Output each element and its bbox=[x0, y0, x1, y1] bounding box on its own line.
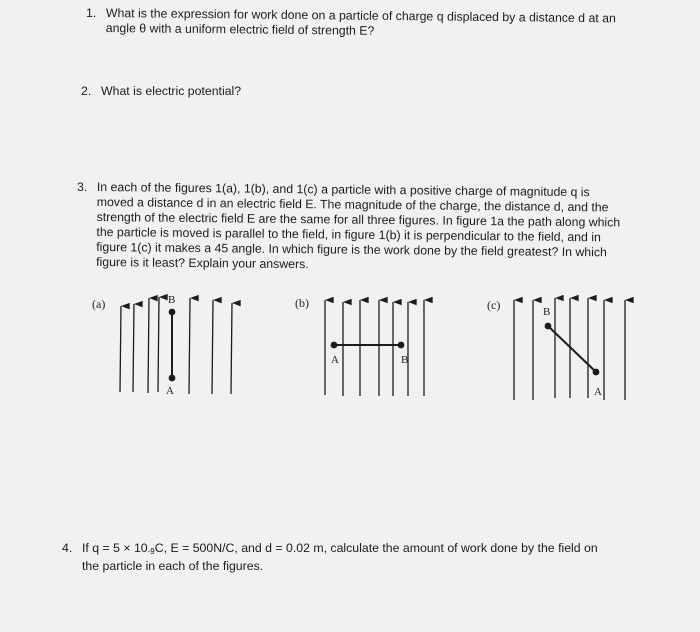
question-4-number: 4. bbox=[62, 541, 73, 555]
point-label-end: A bbox=[166, 385, 174, 397]
question-3-line-6: figure is it least? Explain your answers. bbox=[96, 254, 309, 272]
figure-c bbox=[487, 298, 625, 400]
point-label-start: B bbox=[543, 306, 551, 318]
question-3-line-1: In each of the figures 1(a), 1(b), and 1(c) a particle with a positive charge of magnitude q is bbox=[96, 180, 590, 200]
question-2-number: 2. bbox=[81, 84, 92, 98]
question-4-text bbox=[82, 541, 598, 574]
point-label-end: A bbox=[594, 386, 602, 398]
point-end bbox=[398, 342, 405, 349]
point-label-start: A bbox=[331, 354, 339, 366]
point-label-end: B bbox=[401, 354, 409, 366]
question-4-exponent: -9 bbox=[147, 547, 155, 556]
field-line bbox=[189, 298, 190, 394]
figure-a-label: (a) bbox=[92, 297, 106, 311]
point-start bbox=[169, 309, 176, 316]
question-1-number: 1. bbox=[86, 6, 97, 20]
point-end bbox=[169, 375, 176, 382]
question-4-line-1 bbox=[82, 541, 598, 559]
question-1-line-1: What is the expression for work done on a particle of charge q displaced by a distance d at an bbox=[105, 6, 616, 26]
question-3-number: 3. bbox=[77, 180, 88, 194]
point-label-start: B bbox=[168, 294, 176, 306]
figure-b bbox=[295, 296, 424, 396]
figure-a bbox=[92, 294, 232, 397]
field-line bbox=[133, 304, 134, 392]
field-line bbox=[212, 300, 213, 394]
point-start bbox=[331, 342, 338, 349]
question-3-line-4: the particle is moved is parallel to the field, in figure 1(b) it is perpendicular to the field, and in bbox=[96, 224, 601, 245]
question-4-line-2: the particle in each of the figures. bbox=[82, 559, 264, 573]
question-3-line-5: figure 1(c) it makes a 45 angle. In which figure is the work done by the field greatest? In which bbox=[96, 239, 607, 260]
figure-c-label: (c) bbox=[487, 298, 501, 312]
question-4-line-1-part-1: If q = 5 × 10 bbox=[82, 541, 148, 555]
question-4-line-1-part-2: C, E = 500N/C, and d = 0.02 m, calculate the amount of work done by the field on bbox=[154, 541, 598, 555]
field-line bbox=[158, 297, 159, 392]
figure-b-label: (b) bbox=[295, 296, 309, 310]
question-3-line-2: moved a distance d in an electric field E. The magnitude of the charge, the distance d, and the bbox=[96, 194, 609, 215]
question-1-line-2: angle θ with a uniform electric field of strength E? bbox=[105, 20, 375, 38]
question-3-line-3: strength of the electric field E are the same for all three figures. In figure 1a the path along which bbox=[96, 209, 621, 230]
field-line bbox=[148, 298, 149, 393]
field-line bbox=[231, 303, 232, 394]
point-start bbox=[545, 323, 552, 330]
question-2-line-1: What is electric potential? bbox=[101, 84, 242, 98]
field-line bbox=[120, 306, 121, 392]
point-end bbox=[593, 369, 600, 376]
